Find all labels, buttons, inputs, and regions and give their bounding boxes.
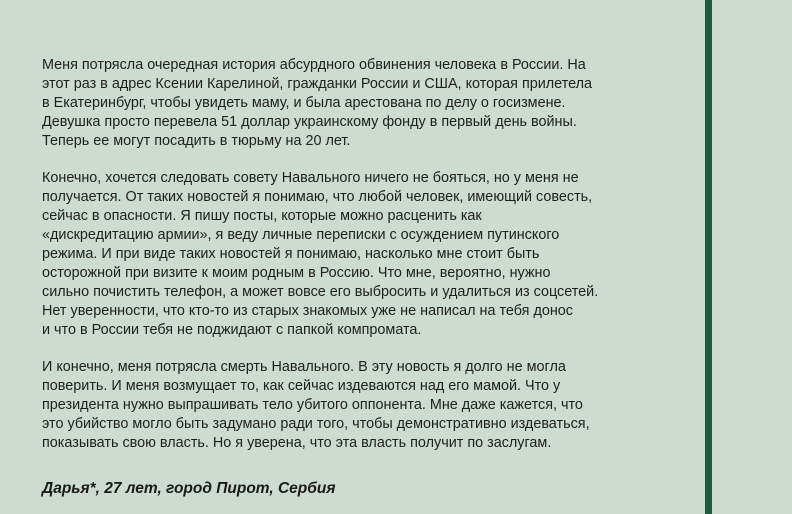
text-line: президента нужно выпрашивать тело убитого оппонента. Мне даже кажется, что [42,397,583,413]
article-body [42,56,698,471]
author-signature: Дарья*, 27 лет, город Пирот, Сербия [42,480,336,497]
text-line: этот раз в адрес Ксении Карелиной, гражданки России и США, которая прилетела [42,76,593,92]
paragraph-1 [42,56,698,151]
text-line: поверить. И меня возмущает то, как сейчас издеваются над его мамой. Что у [42,378,561,394]
text-line: «дискредитацию армии», я веду личные переписки с осуждением путинского [42,227,560,243]
text-line: Девушка просто перевела 51 доллар украинскому фонду в первый день войны. [42,114,577,130]
text-line: сейчас в опасности. Я пишу посты, которые можно расценить как [42,208,482,224]
text-line: показывать свою власть. Но я уверена, что эта власть получит по заслугам. [42,435,552,451]
text-line: это убийство могло быть задумано ради того, чтобы демонстративно издеваться, [42,416,590,432]
text-line: Конечно, хочется следовать совету Навального ничего не бояться, но у меня не [42,170,579,186]
text-line: Теперь ее могут посадить в тюрьму на 20 лет. [42,133,351,149]
text-line: И конечно, меня потрясла смерть Навального. В эту новость я долго не могла [42,359,566,375]
text-line: осторожной при визите к моим родным в Россию. Что мне, вероятно, нужно [42,265,551,281]
paragraph-3 [42,358,698,453]
text-line: режима. И при виде таких новостей я понимаю, насколько мне стоит быть [42,246,540,262]
text-line: в Екатеринбург, чтобы увидеть маму, и была арестована по делу о госизмене. [42,95,566,111]
paragraph-2 [42,169,698,340]
text-line: и что в России тебя не поджидают с папкой компромата. [42,322,422,338]
text-line: Меня потрясла очередная история абсурдного обвинения человека в России. На [42,57,586,73]
accent-divider-bar [705,0,712,514]
text-line: сильно почистить телефон, а может вовсе его выбросить и удалиться из соцсетей. [42,284,599,300]
text-line: получается. От таких новостей я понимаю, что любой человек, имеющий совесть, [42,189,593,205]
text-line: Нет уверенности, что кто-то из старых знакомых уже не написал на тебя донос [42,303,573,319]
